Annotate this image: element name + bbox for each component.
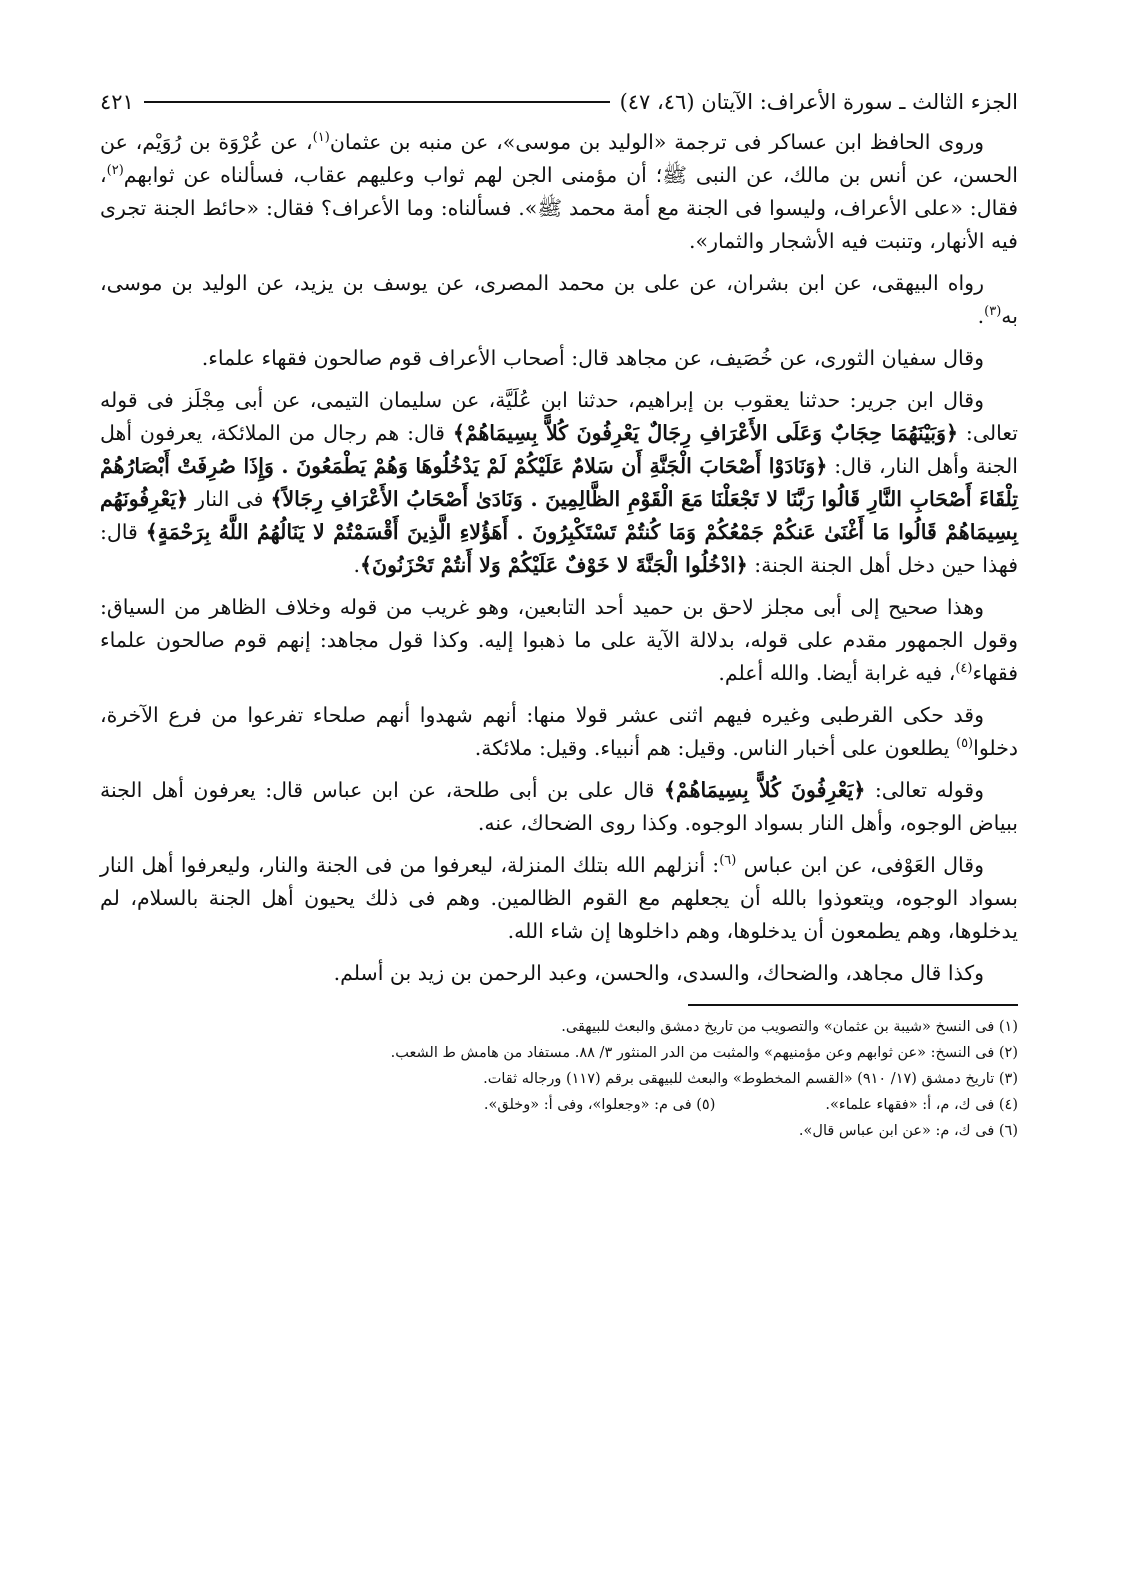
quran-verse: ﴿وَنَادَوْا أَصْحَابَ الْجَنَّةِ أَن سَلامٌ عَلَيْكُمْ لَمْ يَدْخُلُوهَا وَهُمْ يَطْمَعُونَ . وَإِذَا صُرِفَتْ أَبْصَارُهُمْ تِلْقَاءَ أَصْحَابِ النَّارِ قَالُوا رَبَّنَا لا تَجْعَلْنَا مَعَ الْقَوْمِ الظَّالِمِينَ . وَنَادَىٰ أَصْحَابُ الأَعْرَافِ رِجَالاً﴾ bbox=[100, 454, 1018, 511]
paragraph-9: وكذا قال مجاهد، والضحاك، والسدى، والحسن، وعبد الرحمن بن زيد بن أسلم. bbox=[333, 961, 984, 985]
footnote-4: (٤) فى ك، م، أ: «فقهاء علماء». bbox=[825, 1097, 1018, 1113]
paragraph-1: وروى الحافظ ابن عساكر فى ترجمة «الوليد بن موسى»، عن منبه بن عثمان$^{(١)}$، عن عُرْوَة بن رُوَيْم، عن الحسن، عن أنس بن مالك، عن النبى ﷺ؛ أن مؤمنى الجن لهم ثواب وعليهم عقاب، فسألناه عن ثوابهم$^{(٢)}$، فقال: «على الأعراف، وليسوا فى الجنة مع أمة محمد ﷺ». فسألناه: وما الأعراف؟ فقال: «حائط الجنة تجرى فيه الأنهار، وتنبت فيه الأشجار والثمار». bbox=[100, 130, 1018, 253]
book-page bbox=[100, 84, 1018, 1144]
footnote-ref-3[interactable]: (٣) bbox=[984, 304, 1002, 320]
paragraph-4: وقال ابن جرير: حدثنا يعقوب بن إبراهيم، حدثنا ابن عُلَيَّة، عن سليمان التيمى، عن أبى مِجْلَز فى قوله تعالى: ﴿وَبَيْنَهُمَا حِجَابٌ وَعَلَى الأَعْرَافِ رِجَالٌ يَعْرِفُونَ كُلاًّ بِسِيمَاهُمْ﴾ قال: هم رجال من الملائكة، يعرفون أهل الجنة وأهل النار، قال: ﴿وَنَادَوْا أَصْحَابَ الْجَنَّةِ أَن سَلامٌ عَلَيْكُمْ لَمْ يَدْخُلُوهَا وَهُمْ يَطْمَعُونَ . وَإِذَا صُرِفَتْ أَبْصَارُهُمْ تِلْقَاءَ أَصْحَابِ النَّارِ قَالُوا رَبَّنَا لا تَجْعَلْنَا مَعَ الْقَوْمِ الظَّالِمِينَ . وَنَادَىٰ أَصْحَابُ الأَعْرَافِ رِجَالاً﴾ فى النار ﴿يَعْرِفُونَهُم بِسِيمَاهُمْ قَالُوا مَا أَغْنَىٰ عَنكُمْ جَمْعُكُمْ وَمَا كُنتُمْ تَسْتَكْبِرُونَ . أَهَؤُلاءِ الَّذِينَ أَقْسَمْتُمْ لا يَنَالُهُمُ اللَّهُ بِرَحْمَةٍ﴾ قال: فهذا حين دخل أهل الجنة الجنة: ﴿ادْخُلُوا الْجَنَّةَ لا خَوْفٌ عَلَيْكُمْ وَلا أَنتُمْ تَحْزَنُونَ﴾. bbox=[100, 388, 1018, 577]
footnotes bbox=[100, 1014, 1018, 1144]
quran-verse: ﴿يَعْرِفُونَهُم بِسِيمَاهُمْ قَالُوا مَا أَغْنَىٰ عَنكُمْ جَمْعُكُمْ وَمَا كُنتُمْ تَسْتَكْبِرُونَ . أَهَؤُلاءِ الَّذِينَ أَقْسَمْتُمْ لا يَنَالُهُمُ اللَّهُ بِرَحْمَةٍ﴾ bbox=[100, 487, 1018, 544]
footnote-1: (١) فى النسخ «شيبة بن عثمان» والتصويب من تاريخ دمشق والبعث للبيهقى. bbox=[561, 1019, 1018, 1035]
footnote-ref-1[interactable]: (١) bbox=[312, 130, 330, 146]
footnote-ref-4[interactable]: (٤) bbox=[955, 661, 973, 677]
footnote-separator bbox=[688, 1004, 1018, 1006]
paragraph-8: وقال العَوْفى، عن ابن عباس $^{(٦)}$: أنزلهم الله بتلك المنزلة، ليعرفوا من فى الجنة والنار، وليعرفوا أهل النار بسواد الوجوه، ويتعوذوا بالله أن يجعلهم مع القوم الظالمين. وهم فى ذلك يحيون أهل الجنة بالسلام، لم يدخلوها، وهم يطمعون أن يدخلوها، وهم داخلوها إن شاء الله. bbox=[100, 853, 1018, 943]
quran-verse: ﴿يَعْرِفُونَ كُلاًّ بِسِيمَاهُمْ﴾ bbox=[664, 778, 866, 802]
running-header bbox=[100, 84, 1018, 120]
paragraph-7: وقوله تعالى: ﴿يَعْرِفُونَ كُلاًّ بِسِيمَاهُمْ﴾ قال على بن أبى طلحة، عن ابن عباس قال: يعرفون أهل الجنة ببياض الوجوه، وأهل النار بسواد الوجوه. وكذا روى الضحاك، عنه. bbox=[100, 778, 1018, 835]
footnote-3: (٣) تاريخ دمشق (١٧/ ٩١٠) «القسم المخطوط» والبعث للبيهقى برقم (١١٧) ورجاله ثقات. bbox=[483, 1071, 1018, 1087]
paragraph-3: وقال سفيان الثورى، عن خُصَيف، عن مجاهد قال: أصحاب الأعراف قوم صالحون فقهاء علماء. bbox=[201, 346, 984, 370]
paragraph-5: وهذا صحيح إلى أبى مجلز لاحق بن حميد أحد التابعين، وهو غريب من قوله وخلاف الظاهر من السياق: وقول الجمهور مقدم على قوله، بدلالة الآية على ما ذهبوا إليه. وكذا قول مجاهد: إنهم قوم صالحون علماء فقهاء$^{(٤)}$، فيه غرابة أيضا. والله أعلم. bbox=[100, 595, 1018, 685]
footnote-6: (٦) فى ك، م: «عن ابن عباس قال». bbox=[798, 1123, 1018, 1139]
footnote-ref-5[interactable]: (٥) bbox=[955, 736, 974, 752]
paragraph-2: رواه البيهقى، عن ابن بشران، عن على بن محمد المصرى، عن يوسف بن يزيد، عن الوليد بن موسى، به$^{(٣)}$. bbox=[100, 271, 1018, 328]
footnote-5: (٥) فى م: «وجعلوا»، وفى أ: «وخلق». bbox=[483, 1097, 716, 1113]
footnote-row-4-5 bbox=[100, 1092, 1018, 1118]
footnote-2: (٢) فى النسخ: «عن ثوابهم وعن مؤمنيهم» والمثبت من الدر المنثور ٣/ ٨٨. مستفاد من هامش ط الشعب. bbox=[390, 1045, 1018, 1061]
footnote-ref-6[interactable]: (٦) bbox=[719, 853, 737, 869]
header-rule bbox=[144, 101, 610, 103]
running-header-title: الجزء الثالث ـ سورة الأعراف: الآيتان (٤٦، ٤٧) bbox=[619, 90, 1018, 114]
page-number: ٤٢١ bbox=[100, 90, 134, 114]
paragraph-6: وقد حكى القرطبى وغيره فيهم اثنى عشر قولا منها: أنهم شهدوا أنهم صلحاء تفرعوا من فرع الآخرة، دخلوا$^{(٥)}$ يطلعون على أخبار الناس. وقيل: هم أنبياء. وقيل: ملائكة. bbox=[100, 703, 1018, 760]
footnote-ref-2[interactable]: (٢) bbox=[106, 163, 124, 179]
quran-verse: ﴿وَبَيْنَهُمَا حِجَابٌ وَعَلَى الأَعْرَافِ رِجَالٌ يَعْرِفُونَ كُلاًّ بِسِيمَاهُمْ﴾ bbox=[452, 421, 959, 445]
quran-verse: ﴿ادْخُلُوا الْجَنَّةَ لا خَوْفٌ عَلَيْكُمْ وَلا أَنتُمْ تَحْزَنُونَ﴾ bbox=[360, 553, 748, 577]
main-text bbox=[100, 126, 1018, 990]
